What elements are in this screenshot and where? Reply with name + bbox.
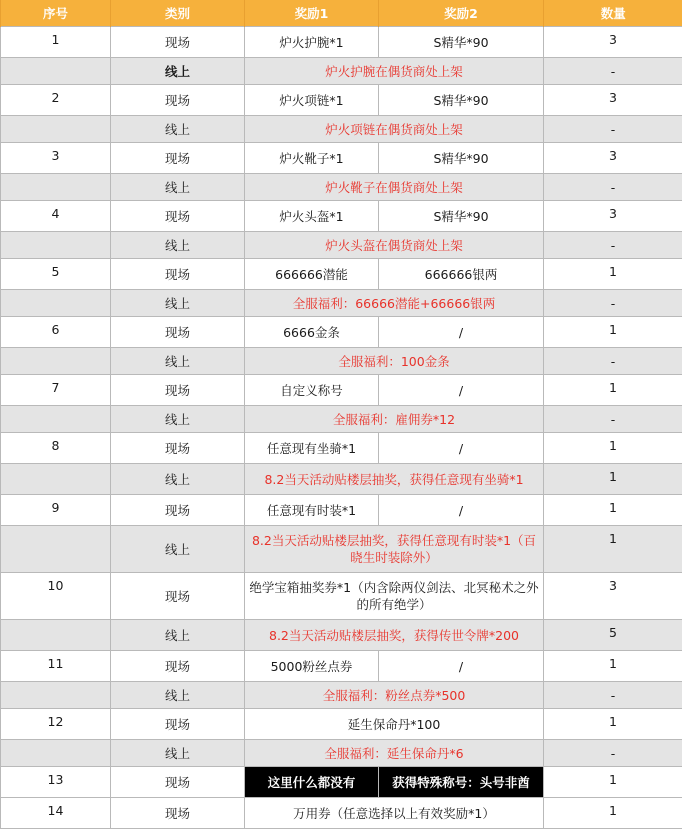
row-seq: 4 — [1, 201, 111, 232]
row-type: 现场 — [111, 651, 245, 682]
row-qty: 1 — [544, 259, 682, 290]
row-reward2: / — [379, 317, 544, 348]
row-reward1: 炉火项链*1 — [245, 85, 379, 116]
row-qty: 1 — [544, 798, 682, 829]
row-type: 线上 — [111, 58, 245, 85]
row-type: 线上 — [111, 348, 245, 375]
row-reward2: S精华*90 — [379, 85, 544, 116]
row-online-reward: 全服福利：66666潜能+66666银两 — [245, 290, 544, 317]
row-type: 线上 — [111, 290, 245, 317]
row-seq: 5 — [1, 259, 111, 290]
row-qty: 1 — [544, 767, 682, 798]
row-reward1: 任意现有坐骑*1 — [245, 433, 379, 464]
row-qty: 3 — [544, 573, 682, 620]
row-qty: 3 — [544, 143, 682, 174]
table-row — [1, 348, 682, 375]
table-row — [1, 495, 682, 526]
table-row — [1, 27, 682, 58]
header-seq: 序号 — [1, 0, 111, 27]
row-qty: - — [544, 58, 682, 85]
row-seq — [1, 526, 111, 573]
table-row — [1, 201, 682, 232]
row-seq — [1, 116, 111, 143]
table-row — [1, 174, 682, 201]
table-row — [1, 798, 682, 829]
row-type: 现场 — [111, 201, 245, 232]
row-type: 现场 — [111, 433, 245, 464]
row-qty: 1 — [544, 375, 682, 406]
table-row — [1, 290, 682, 317]
row-qty: 1 — [544, 433, 682, 464]
row-type: 现场 — [111, 85, 245, 116]
header-type: 类别 — [111, 0, 245, 27]
row-seq — [1, 740, 111, 767]
row-type: 现场 — [111, 375, 245, 406]
row-reward1: 6666金条 — [245, 317, 379, 348]
table-row — [1, 433, 682, 464]
row-reward2: S精华*90 — [379, 27, 544, 58]
row-qty: 3 — [544, 27, 682, 58]
table-row — [1, 526, 682, 573]
row-online-reward: 8.2当天活动贴楼层抽奖，获得传世令牌*200 — [245, 620, 544, 651]
row-type: 线上 — [111, 526, 245, 573]
row-merged-reward: 延生保命丹*100 — [245, 709, 544, 740]
table-row — [1, 406, 682, 433]
table-row — [1, 767, 682, 798]
row-type: 现场 — [111, 27, 245, 58]
row-qty: 1 — [544, 495, 682, 526]
row-reward1: 炉火靴子*1 — [245, 143, 379, 174]
table-row — [1, 682, 682, 709]
row-qty: 1 — [544, 464, 682, 495]
row-reward1: 这里什么都没有 — [245, 767, 379, 798]
row-type: 线上 — [111, 116, 245, 143]
row-reward2: 获得特殊称号：头号非酋 — [379, 767, 544, 798]
row-qty: 1 — [544, 709, 682, 740]
row-seq: 2 — [1, 85, 111, 116]
row-online-reward: 炉火项链在偶货商处上架 — [245, 116, 544, 143]
row-seq: 14 — [1, 798, 111, 829]
row-qty: 1 — [544, 317, 682, 348]
row-seq: 6 — [1, 317, 111, 348]
row-qty: - — [544, 116, 682, 143]
header-reward2: 奖励2 — [379, 0, 544, 27]
row-seq — [1, 174, 111, 201]
row-reward1: 炉火护腕*1 — [245, 27, 379, 58]
table-row — [1, 116, 682, 143]
row-online-reward: 全服福利：粉丝点券*500 — [245, 682, 544, 709]
table-row — [1, 232, 682, 259]
row-reward1: 任意现有时装*1 — [245, 495, 379, 526]
row-seq — [1, 464, 111, 495]
row-reward1: 炉火头盔*1 — [245, 201, 379, 232]
row-type: 现场 — [111, 767, 245, 798]
row-qty: 5 — [544, 620, 682, 651]
row-reward1: 666666潜能 — [245, 259, 379, 290]
row-online-reward: 炉火头盔在偶货商处上架 — [245, 232, 544, 259]
row-type: 现场 — [111, 573, 245, 620]
row-reward2: S精华*90 — [379, 201, 544, 232]
row-seq — [1, 58, 111, 85]
row-seq: 1 — [1, 27, 111, 58]
header-qty: 数量 — [544, 0, 682, 27]
row-seq: 8 — [1, 433, 111, 464]
row-reward2: / — [379, 433, 544, 464]
row-seq — [1, 406, 111, 433]
row-seq — [1, 290, 111, 317]
row-type: 线上 — [111, 174, 245, 201]
row-reward2: / — [379, 651, 544, 682]
table-row — [1, 58, 682, 85]
row-type: 现场 — [111, 143, 245, 174]
row-type: 线上 — [111, 232, 245, 259]
row-type: 线上 — [111, 682, 245, 709]
row-qty: - — [544, 406, 682, 433]
header-row — [1, 0, 682, 27]
row-qty: - — [544, 232, 682, 259]
table-row — [1, 651, 682, 682]
row-online-reward: 全服福利：100金条 — [245, 348, 544, 375]
row-type: 现场 — [111, 259, 245, 290]
row-seq: 10 — [1, 573, 111, 620]
table-row — [1, 709, 682, 740]
table-row — [1, 620, 682, 651]
row-qty: 1 — [544, 526, 682, 573]
header-reward1: 奖励1 — [245, 0, 379, 27]
row-type: 现场 — [111, 709, 245, 740]
row-type: 现场 — [111, 495, 245, 526]
row-reward1: 自定义称号 — [245, 375, 379, 406]
row-online-reward: 8.2当天活动贴楼层抽奖，获得任意现有坐骑*1 — [245, 464, 544, 495]
row-qty: - — [544, 682, 682, 709]
row-online-reward: 炉火护腕在偶货商处上架 — [245, 58, 544, 85]
table-row — [1, 259, 682, 290]
row-merged-reward: 万用券（任意选择以上有效奖励*1） — [245, 798, 544, 829]
row-seq — [1, 620, 111, 651]
row-qty: - — [544, 348, 682, 375]
row-seq — [1, 682, 111, 709]
row-online-reward: 全服福利：雇佣券*12 — [245, 406, 544, 433]
row-qty: - — [544, 290, 682, 317]
table-row — [1, 317, 682, 348]
row-online-reward: 炉火靴子在偶货商处上架 — [245, 174, 544, 201]
row-type: 线上 — [111, 464, 245, 495]
row-seq — [1, 232, 111, 259]
row-seq — [1, 348, 111, 375]
table-row — [1, 740, 682, 767]
row-seq: 13 — [1, 767, 111, 798]
row-type: 线上 — [111, 406, 245, 433]
row-type: 现场 — [111, 317, 245, 348]
table-row — [1, 375, 682, 406]
row-reward2: 666666银两 — [379, 259, 544, 290]
table-row — [1, 143, 682, 174]
row-online-reward: 全服福利：延生保命丹*6 — [245, 740, 544, 767]
row-online-reward: 8.2当天活动贴楼层抽奖，获得任意现有时装*1（百晓生时装除外） — [245, 526, 544, 573]
row-type: 现场 — [111, 798, 245, 829]
row-merged-reward: 绝学宝箱抽奖券*1（内含除两仪剑法、北冥秘术之外的所有绝学） — [245, 573, 544, 620]
row-qty: 3 — [544, 85, 682, 116]
table-row — [1, 464, 682, 495]
row-reward2: / — [379, 375, 544, 406]
row-type: 线上 — [111, 740, 245, 767]
row-qty: 3 — [544, 201, 682, 232]
row-seq: 7 — [1, 375, 111, 406]
row-reward1: 5000粉丝点券 — [245, 651, 379, 682]
row-seq: 3 — [1, 143, 111, 174]
row-qty: 1 — [544, 651, 682, 682]
row-seq: 12 — [1, 709, 111, 740]
row-reward2: / — [379, 495, 544, 526]
row-type: 线上 — [111, 620, 245, 651]
row-seq: 11 — [1, 651, 111, 682]
row-seq: 9 — [1, 495, 111, 526]
row-qty: - — [544, 740, 682, 767]
row-qty: - — [544, 174, 682, 201]
table-row — [1, 573, 682, 620]
table-row — [1, 85, 682, 116]
row-reward2: S精华*90 — [379, 143, 544, 174]
